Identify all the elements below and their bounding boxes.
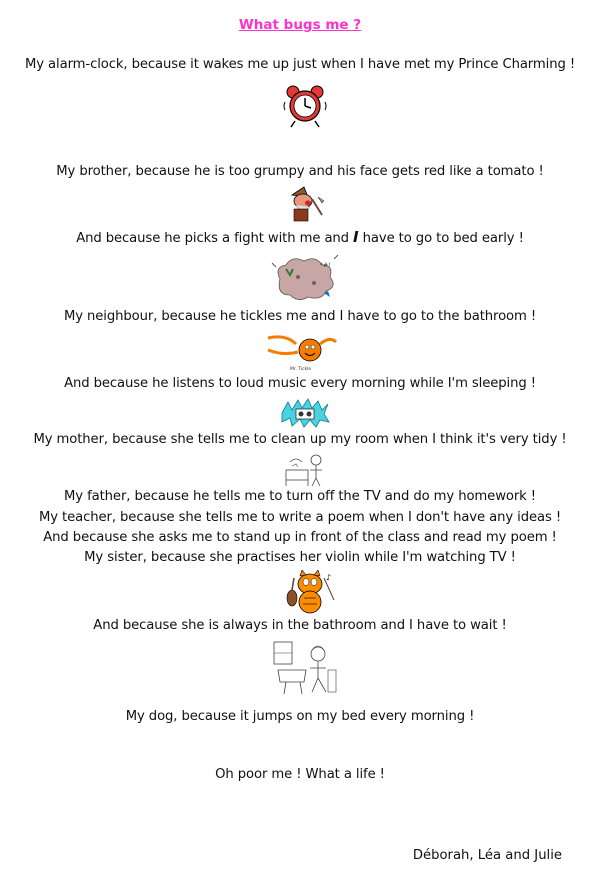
grumpy-dwarf-icon (286, 185, 326, 223)
poem-line-9: And because she asks me to stand up in front of the class and read my poem ! (43, 530, 557, 545)
poem-line-11: And because she is always in the bathroom and I have to wait ! (93, 618, 507, 633)
mr-tickle-icon (266, 332, 338, 372)
poem-line-3-part-2: have to go to bed early ! (358, 231, 524, 246)
mr-tickle-caption: Mr. Tickle (290, 367, 312, 372)
fight-cloud-icon (268, 253, 342, 305)
svg-text:*#!: *#! (320, 262, 331, 269)
svg-text:♪: ♪ (326, 573, 332, 582)
loud-music-icon (280, 398, 330, 428)
poem-line-2: My brother, because he is too grumpy and his face gets red like a tomato ! (56, 164, 544, 179)
poem-closing-line: Oh poor me ! What a life ! (215, 767, 385, 782)
poem-line-8: My teacher, because she tells me to write a poem when I don't have any ideas ! (38, 510, 562, 525)
poem-line-1: My alarm-clock, because it wakes me up just when I have met my Prince Charming ! (24, 57, 576, 72)
alarm-clock-icon (283, 84, 327, 130)
bathroom-icon (272, 640, 338, 696)
page-title: What bugs me ? (238, 17, 362, 33)
garfield-violin-icon (284, 570, 336, 616)
poem-line-5: And because he listens to loud music every morning while I'm sleeping ! (64, 376, 536, 391)
poem-line-12: My dog, because it jumps on my bed every morning ! (125, 709, 475, 724)
poem-line-10: My sister, because she practises her violin while I'm watching TV ! (84, 550, 516, 565)
poem-line-3 (0, 228, 600, 246)
poem-line-7: My father, because he tells me to turn off the TV and do my homework ! (64, 489, 536, 504)
messy-room-icon (282, 452, 328, 488)
poem-line-6: My mother, because she tells me to clean up my room when I think it's very tidy ! (33, 432, 567, 447)
author-signature: Déborah, Léa and Julie (412, 848, 562, 863)
poem-line-4: My neighbour, because he tickles me and I have to go to the bathroom ! (63, 309, 537, 324)
poem-line-3-emphasis: I (353, 228, 359, 246)
poem-line-3-part-1: And because he picks a fight with me and (76, 231, 354, 246)
